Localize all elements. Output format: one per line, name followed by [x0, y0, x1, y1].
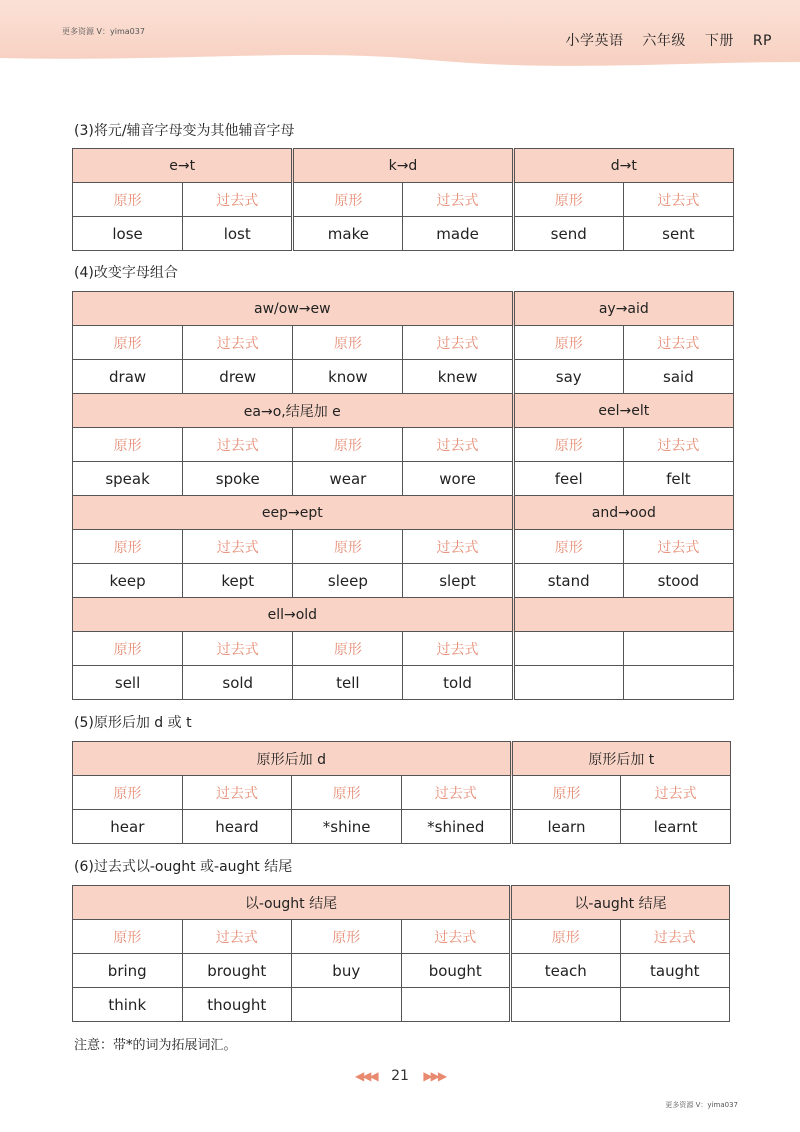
past-label: 过去式	[183, 530, 293, 564]
base-word: teach	[511, 954, 621, 988]
book-volume: 下册	[704, 33, 734, 49]
past-word: sold	[183, 666, 293, 700]
section3-title: (3)将元/辅音字母变为其他辅音字母	[74, 123, 295, 139]
section4-title: (4)改变字母组合	[74, 265, 178, 281]
base-label: 原形	[73, 776, 183, 810]
base-label: 原形	[292, 920, 402, 954]
rule-header: ay→aid	[513, 292, 733, 326]
past-word: sent	[623, 217, 733, 251]
page-number	[0, 1068, 800, 1084]
past-label: 过去式	[183, 428, 293, 462]
past-label: 过去式	[403, 183, 513, 217]
rule-header: ell→old	[73, 598, 514, 632]
base-label: 原形	[511, 776, 621, 810]
past-label: 过去式	[401, 776, 511, 810]
base-label: 原形	[293, 326, 403, 360]
base-label: 原形	[513, 530, 623, 564]
base-word: bring	[73, 954, 183, 988]
past-label: 过去式	[623, 326, 733, 360]
past-label: 过去式	[623, 428, 733, 462]
base-word: sleep	[293, 564, 403, 598]
past-word: stood	[623, 564, 733, 598]
base-label: 原形	[292, 776, 402, 810]
footer-watermark: 更多资源 V：yima037	[665, 1101, 738, 1109]
rule-header: 以-aught 结尾	[511, 886, 730, 920]
past-word: heard	[182, 810, 292, 844]
header-watermark: 更多资源 V：yima037	[62, 27, 145, 36]
past-word: bought	[401, 954, 511, 988]
rule-header: e→t	[73, 149, 293, 183]
base-word: sell	[73, 666, 183, 700]
past-label: 过去式	[403, 530, 513, 564]
past-word: said	[623, 360, 733, 394]
rule-header: eep→ept	[73, 496, 514, 530]
past-label: 过去式	[620, 920, 730, 954]
base-word: feel	[513, 462, 623, 496]
section3-table	[72, 148, 734, 251]
past-label: 过去式	[183, 326, 293, 360]
past-word: kept	[183, 564, 293, 598]
base-label: 原形	[513, 326, 623, 360]
rule-header: eel→elt	[513, 394, 733, 428]
rule-header: d→t	[513, 149, 733, 183]
base-label: 原形	[73, 326, 183, 360]
past-word: told	[403, 666, 513, 700]
past-label: 过去式	[403, 632, 513, 666]
section4-table	[72, 291, 734, 700]
empty-cell	[513, 666, 623, 700]
empty-cell	[401, 988, 511, 1022]
past-word: *shined	[401, 810, 511, 844]
past-word: wore	[403, 462, 513, 496]
past-word: drew	[183, 360, 293, 394]
past-label: 过去式	[403, 326, 513, 360]
base-word: stand	[513, 564, 623, 598]
rule-header: ea→o,结尾加 e	[73, 394, 514, 428]
empty-cell	[292, 988, 402, 1022]
past-word: learnt	[621, 810, 731, 844]
past-label: 过去式	[182, 920, 292, 954]
empty-cell	[511, 988, 621, 1022]
base-word: draw	[73, 360, 183, 394]
past-label: 过去式	[621, 776, 731, 810]
rule-header: 原形后加 d	[73, 742, 512, 776]
base-label: 原形	[511, 920, 621, 954]
section5-table	[72, 741, 731, 844]
book-info	[551, 30, 772, 50]
past-label: 过去式	[623, 530, 733, 564]
past-word: made	[403, 217, 513, 251]
base-word: know	[293, 360, 403, 394]
empty-cell	[620, 988, 730, 1022]
base-label: 原形	[73, 530, 183, 564]
rule-header: 以-ought 结尾	[73, 886, 511, 920]
base-word: lose	[73, 217, 183, 251]
past-word: slept	[403, 564, 513, 598]
prev-arrows-icon: ◀◀◀	[354, 1069, 377, 1083]
empty-cell	[513, 632, 623, 666]
base-label: 原形	[73, 428, 183, 462]
past-label: 过去式	[623, 183, 733, 217]
book-edition: RP	[752, 33, 772, 49]
past-label: 过去式	[182, 776, 292, 810]
next-arrows-icon: ▶▶▶	[423, 1069, 446, 1083]
base-word: send	[513, 217, 623, 251]
past-word: spoke	[183, 462, 293, 496]
base-label: 原形	[73, 183, 183, 217]
base-word: say	[513, 360, 623, 394]
book-subject: 小学英语	[565, 33, 624, 49]
rule-header: and→ood	[513, 496, 733, 530]
base-word: wear	[293, 462, 403, 496]
rule-header: aw/ow→ew	[73, 292, 514, 326]
past-word: brought	[182, 954, 292, 988]
base-label: 原形	[293, 632, 403, 666]
base-word: think	[73, 988, 183, 1022]
past-word: knew	[403, 360, 513, 394]
base-word: speak	[73, 462, 183, 496]
past-word: taught	[620, 954, 730, 988]
rule-header: k→d	[293, 149, 513, 183]
section6-table	[72, 885, 730, 1022]
past-word: felt	[623, 462, 733, 496]
base-label: 原形	[293, 530, 403, 564]
rule-header-empty	[513, 598, 733, 632]
base-word: keep	[73, 564, 183, 598]
base-word: hear	[73, 810, 183, 844]
base-label: 原形	[293, 183, 403, 217]
base-label: 原形	[73, 632, 183, 666]
base-word: learn	[511, 810, 621, 844]
rule-header: 原形后加 t	[511, 742, 730, 776]
base-word: buy	[292, 954, 402, 988]
section6-title: (6)过去式以-ought 或-aught 结尾	[74, 859, 293, 875]
base-word: *shine	[292, 810, 402, 844]
past-label: 过去式	[403, 428, 513, 462]
base-label: 原形	[513, 183, 623, 217]
empty-cell	[623, 666, 733, 700]
book-grade: 六年级	[642, 33, 686, 49]
past-word: thought	[182, 988, 292, 1022]
footnote: 注意：带*的词为拓展词汇。	[74, 1038, 237, 1053]
past-label: 过去式	[183, 632, 293, 666]
past-word: lost	[183, 217, 293, 251]
empty-cell	[623, 632, 733, 666]
base-label: 原形	[513, 428, 623, 462]
base-word: tell	[293, 666, 403, 700]
base-word: make	[293, 217, 403, 251]
base-label: 原形	[73, 920, 183, 954]
base-label: 原形	[293, 428, 403, 462]
past-label: 过去式	[183, 183, 293, 217]
page-number-value: 21	[391, 1068, 409, 1084]
past-label: 过去式	[401, 920, 511, 954]
section5-title: (5)原形后加 d 或 t	[74, 715, 192, 731]
